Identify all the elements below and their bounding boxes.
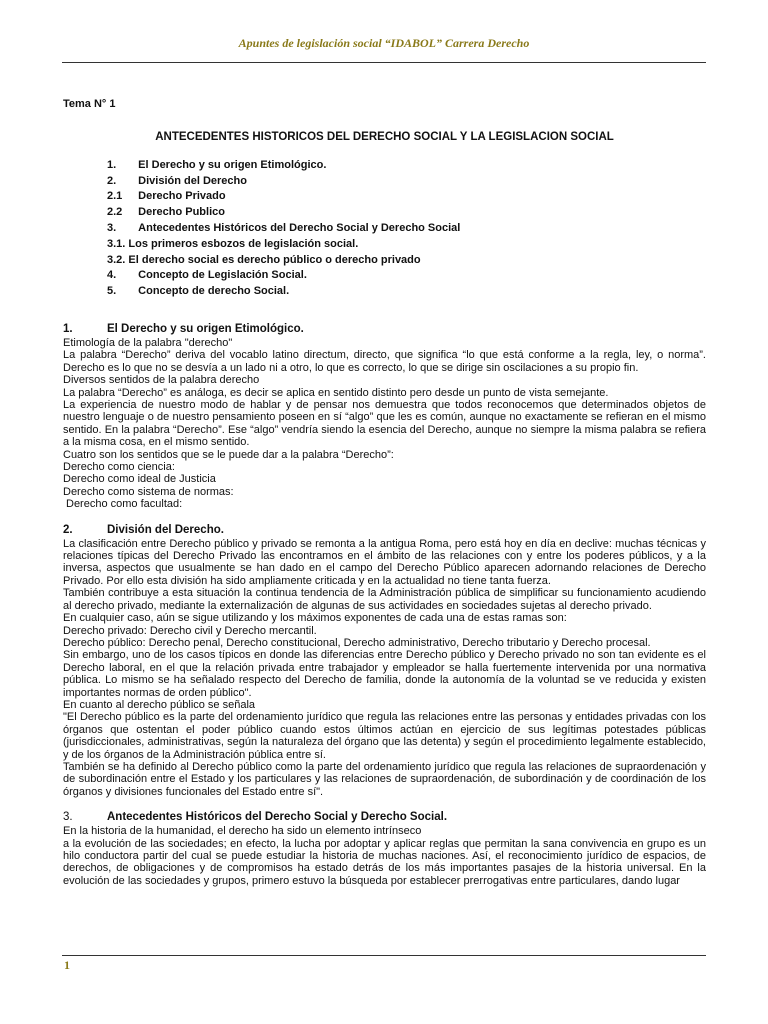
page-number: 1 xyxy=(64,958,70,972)
paragraph: Etimología de la palabra "derecho" xyxy=(63,336,233,349)
paragraph: También contribuye a esta situación la continua tendencia de la Administración pública de simplificar su funcionamiento acudiendo al derecho privado, mediante la externalización de algunas de sus actividades en sociedades sujetas al derecho privado. xyxy=(63,587,706,612)
toc-item: 3.1. Los primeros esbozos de legislación social. xyxy=(107,237,359,250)
toc-item: 3. Antecedentes Históricos del Derecho Social y Derecho Social xyxy=(107,222,461,234)
toc-item: 2.2 Derecho Publico xyxy=(107,206,225,219)
toc-item: 3.2. El derecho social es derecho público o derecho privado xyxy=(107,253,421,266)
paragraph: La palabra “Derecho” deriva del vocablo latino directum, directo, que significa “lo que está conforme a la regla, ley, o norma”. Derecho es lo que no se desvía a un lado ni a otro, lo que es correcto, lo que se dirige sin oscilaciones a su propio fin. xyxy=(63,349,706,374)
tema-label: Tema N° 1 xyxy=(63,98,116,110)
paragraph: Diversos sentidos de la palabra derecho xyxy=(63,374,260,387)
toc-item: 1. El Derecho y su origen Etimológico. xyxy=(107,158,327,171)
document-body xyxy=(63,98,706,887)
paragraph: En la historia de la humanidad, el derecho ha sido un elemento intrínseco xyxy=(63,825,422,838)
paragraph: Derecho como ciencia: xyxy=(63,461,175,474)
paragraph: La palabra “Derecho” es análoga, es decir se aplica en sentido distinto pero desde un punto de vista semejante. xyxy=(63,386,609,399)
paragraph: Derecho como facultad: xyxy=(66,498,183,511)
paragraph: La clasificación entre Derecho público y privado se remonta a la antigua Roma, pero está hoy en día en declive: muchas técnicas y relaciones típicas del Derecho Privado las encontramos en el ámbito de las relaciones con y entre los poderes públicos, y a la inversa, aspectos que usualmente se han dado en el campo del Derecho Público aparecen adornando relaciones de Derecho Privado. Por ello esta división ha sido ampliamente criticada y en la actualidad no tiene tanta fuerza. xyxy=(63,537,706,587)
paragraph: Derecho como sistema de normas: xyxy=(63,485,234,498)
table-of-contents xyxy=(63,158,706,300)
footer-divider xyxy=(62,955,706,956)
paragraph: Derecho privado: Derecho civil y Derecho mercantil. xyxy=(63,624,317,637)
paragraph: Sin embargo, uno de los casos típicos en donde las diferencias entre Derecho público y Derecho privado no son tan evidente es el Derecho laboral, en el que la relación privada entre trabajador y empleador se halla fuertemente intervenida por una normativa pública. Lo mismo se ha señalado respecto del Derecho de familia, donde la autonomía de la voluntad se ve reducida y existen importantes normas de orden público". xyxy=(63,649,706,699)
paragraph: Derecho como ideal de Justicia xyxy=(63,473,216,486)
paragraph: "El Derecho público es la parte del ordenamiento jurídico que regula las relaciones entre las personas y entidades privadas con los órganos que ostentan el poder público cuando estos últimos actúan en ejercicio de sus legítimas potestades públicas (jurisdiccionales, administrativas, según la naturaleza del órgano que las detenta) y según el procedimiento legalmente establecido, y de los órganos de la Administración pública entre sí. xyxy=(63,711,706,761)
running-header: Apuntes de legislación social “IDABOL” Carrera Derecho xyxy=(238,36,530,50)
paragraph: En cuanto al derecho público se señala xyxy=(63,698,256,711)
section-heading-1: 1. El Derecho y su origen Etimológico. xyxy=(63,322,304,335)
toc-item: 2.1 Derecho Privado xyxy=(107,190,226,203)
paragraph: Derecho público: Derecho penal, Derecho constitucional, Derecho administrativo, Derecho tributario y Derecho procesal. xyxy=(63,636,651,649)
paragraph: La experiencia de nuestro modo de hablar y de pensar nos demuestra que todos reconocemos que determinados objetos de nuestro lenguaje o de nuestro pensamiento poseen en sí “algo” que les es común, aunque no exactamente se refieran en el mismo sentido. En la palabra “Derecho”. Ese “algo” vendría siendo la esencia del Derecho, aunque no siempre la misma palabra se refiera a la misma cosa, en el mismo sentido. xyxy=(63,399,706,449)
toc-item: 5. Concepto de derecho Social. xyxy=(107,285,290,298)
section-gap xyxy=(63,798,706,810)
toc-item: 2. División del Derecho xyxy=(107,174,247,187)
section-heading-2: 2. División del Derecho. xyxy=(63,523,224,536)
paragraph: En cualquier caso, aún se sigue utilizando y los máximos exponentes de cada una de estas ramas son: xyxy=(63,612,567,625)
toc-item: 4. Concepto de Legislación Social. xyxy=(107,269,307,282)
section-gap xyxy=(63,511,706,523)
header-divider xyxy=(62,62,706,63)
paragraph: a la evolución de las sociedades; en efecto, la lucha por adoptar y aplicar reglas que permitan la sana convivencia en grupo es un hilo conductora partir del cual se puede estudiar la historia de muchas naciones. Así, el reconocimiento jurídico de espacios, de derechos, de obligaciones y de compromisos ha estado detrás de los más importantes pasajes de la historia universal. En la evolución de las sociedades y grupos, primero estuvo la búsqueda por establecer prerrogativas entre particulares, dando lugar xyxy=(63,837,706,887)
paragraph: Cuatro son los sentidos que se le puede dar a la palabra “Derecho”: xyxy=(63,448,394,461)
paragraph: También se ha definido al Derecho público como la parte del ordenamiento jurídico que regula las relaciones de supraordenación y de subordinación entre el Estado y los particulares y las relaciones de supraordenación, de subordinación y de coordinación de los órganos y divisiones funcionales del Estado entre sí". xyxy=(63,760,706,798)
document-title: ANTECEDENTES HISTORICOS DEL DERECHO SOCIAL Y LA LEGISLACION SOCIAL xyxy=(155,131,614,144)
section-heading-3: 3. Antecedentes Históricos del Derecho Social y Derecho Social. xyxy=(63,811,448,824)
